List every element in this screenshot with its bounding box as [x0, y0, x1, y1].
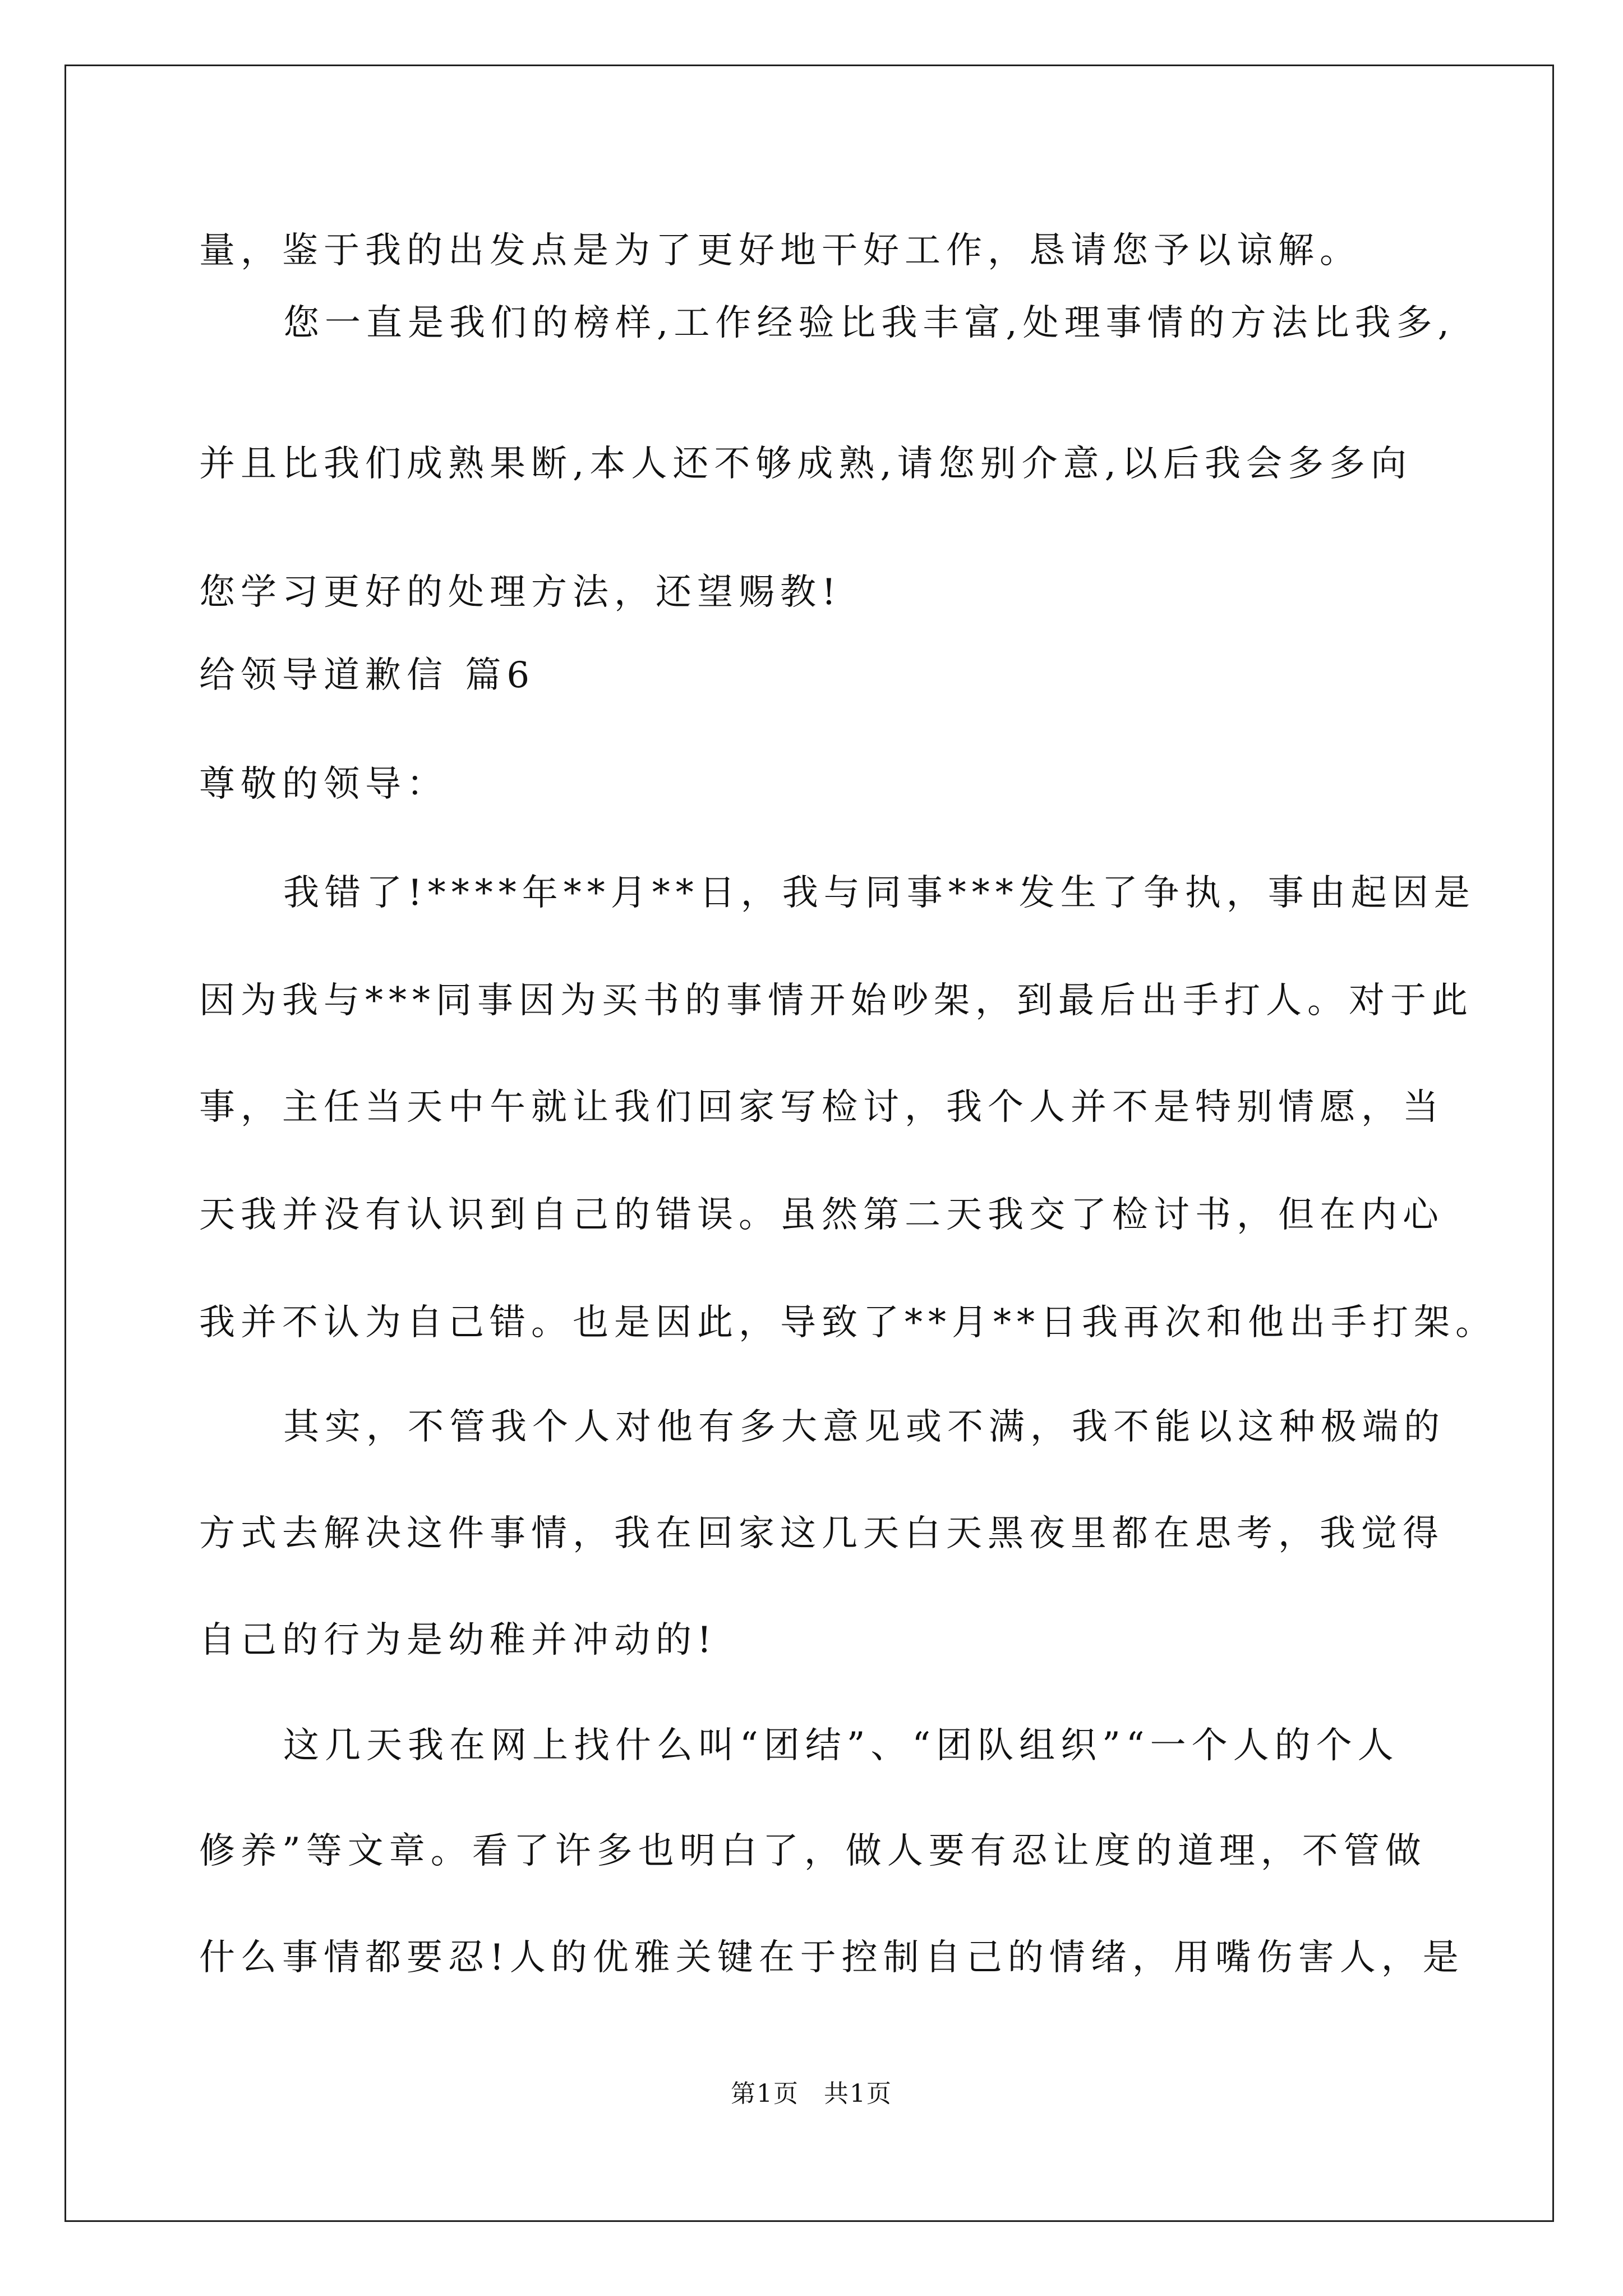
text-line-14: 自己的行为是幼稚并冲动的! — [199, 1619, 717, 1661]
text-line-9: 事，主任当天中午就让我们回家写检讨，我个人并不是特别情愿，当 — [199, 1087, 1444, 1128]
page-footer — [0, 2077, 1623, 2111]
text-line-8: 因为我与***同事因为买书的事情开始吵架，到最后出手打人。对于此 — [199, 980, 1473, 1022]
text-line-17: 什么事情都要忍!人的优雅关键在于控制自己的情绪，用嘴伤害人，是 — [199, 1937, 1464, 1978]
salutation: 尊敬的领导： — [199, 763, 448, 805]
text-line-11: 我并不认为自己错。也是因此，导致了**月**日我再次和他出手打架。 — [199, 1302, 1497, 1343]
text-line-7: 我错了!****年**月**日，我与同事***发生了争执，事由起因是 — [283, 872, 1476, 914]
page-total: 共1页 — [824, 2079, 892, 2108]
page-number: 第1页 — [731, 2079, 799, 2108]
text-line-1: 量，鉴于我的出发点是为了更好地干好工作，恳请您予以谅解。 — [199, 230, 1361, 272]
page-border — [64, 65, 1554, 2222]
text-line-15: 这几天我在网上找什么叫“团结”、“团队组织”“一个人的个人 — [283, 1725, 1399, 1766]
text-line-2: 您一直是我们的榜样,工作经验比我丰富,处理事情的方法比我多, — [283, 302, 1455, 344]
text-line-4: 您学习更好的处理方法，还望赐教! — [199, 572, 842, 613]
text-line-12: 其实，不管我个人对他有多大意见或不满，我不能以这种极端的 — [283, 1406, 1445, 1448]
text-line-16: 修养”等文章。看了许多也明白了，做人要有忍让度的道理，不管做 — [199, 1830, 1427, 1872]
text-line-3: 并且比我们成熟果断,本人还不够成熟,请您别介意,以后我会多多向 — [199, 443, 1413, 485]
text-line-10: 天我并没有认识到自己的错误。虽然第二天我交了检讨书，但在内心 — [199, 1194, 1444, 1236]
text-line-13: 方式去解决这件事情，我在回家这几天白天黑夜里都在思考，我觉得 — [199, 1513, 1444, 1554]
section-heading: 给领导道歉信 篇6 — [199, 655, 536, 696]
